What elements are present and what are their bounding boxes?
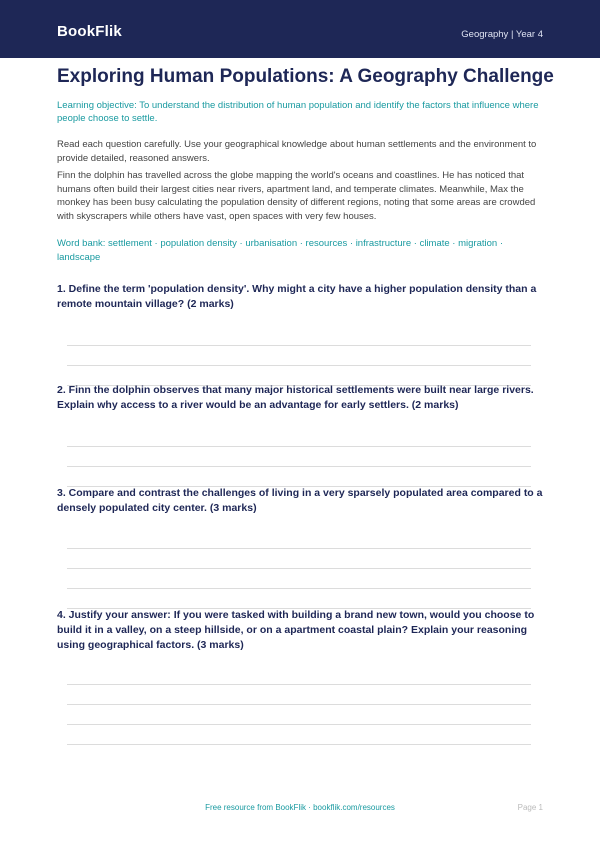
question-3: 3. Compare and contrast the challenges of living in a very sparsely populated area compared to a densely populated city center. (3 marks)	[57, 487, 543, 514]
question-1: 1. Define the term 'population density'. Why might a city have a higher population density than a remote mountain village? (2 marks)	[57, 283, 537, 310]
story-paragraph: Finn the dolphin has travelled across the globe mapping the world's oceans and coastlines. He has noticed that humans often build their largest cities near rivers, apartment land, and temperate climates. Meanwhile, Max the monkey has been busy calculating the population density of different regions, noting that some areas are crowded with skyscrapers while others have vast, open spaces with very few houses.	[57, 170, 536, 222]
learning-objective: Learning objective: To understand the distribution of human population and identify the factors that influence where people choose to settle.	[57, 100, 539, 124]
subject-year-label: Geography | Year 4	[461, 29, 543, 40]
page-number: Page 1	[517, 803, 543, 812]
header-bar	[0, 0, 600, 58]
question-2: 2. Finn the dolphin observes that many major historical settlements were built near large rivers. Explain why access to a river would be an advantage for early settlers. (2 marks)	[57, 384, 534, 411]
answer-line[interactable]	[67, 588, 531, 589]
answer-line[interactable]	[67, 365, 531, 366]
answer-line[interactable]	[67, 466, 531, 467]
answer-line[interactable]	[67, 568, 531, 569]
footer-resource-link[interactable]: Free resource from BookFlik · bookflik.com/resources	[205, 803, 395, 812]
answer-line[interactable]	[67, 548, 531, 549]
answer-line[interactable]	[67, 744, 531, 745]
page-title: Exploring Human Populations: A Geography Challenge	[57, 66, 554, 87]
answer-line[interactable]	[67, 724, 531, 725]
answer-line[interactable]	[67, 345, 531, 346]
question-4: 4. Justify your answer: If you were tasked with building a brand new town, would you choose to build it in a valley, on a steep hillside, or on a apartment coastal plain? Explain your reasoning using geographical factors. (3 marks)	[57, 609, 535, 651]
answer-line[interactable]	[67, 684, 531, 685]
instructions-paragraph: Read each question carefully. Use your geographical knowledge about human settlements and the environment to provide detailed, reasoned answers.	[57, 139, 537, 164]
answer-line[interactable]	[67, 704, 531, 705]
brand-logo-text: BookFlik	[57, 23, 122, 40]
answer-line[interactable]	[67, 446, 531, 447]
word-bank: Word bank: settlement · population density · urbanisation · resources · infrastructure · climate · migration · landscape	[57, 238, 503, 263]
